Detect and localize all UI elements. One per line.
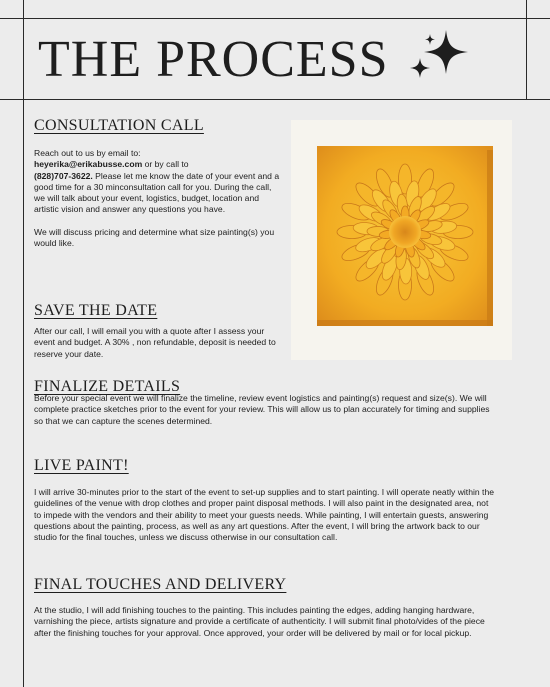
consultation-call-text: or by call to (142, 159, 189, 170)
consultation-call-heading: CONSULTATION CALL (34, 117, 204, 134)
save-the-date-body: After our call, I will email you with a quote after I assess your event and budget. A 30% , non refundable, deposit is needed to reserve your date. (34, 326, 276, 359)
yellow-dahlia-painting (317, 146, 493, 326)
live-paint-body: I will arrive 30-minutes prior to the start of the event to set-up supplies and to start painting. I will operate neatly within the guidelines of the venue with drop clothes and proper paint disposal methods. I will also paint in the designated area, not to impede with the vendors and their ability to meet your guests needs. While painting, I will entertain guests, answering questions about the painting, process, as well as any art questions. After the event, I will bring the artwork back to our studio for the final touches, unless we discuss otherwise in our consultation call. (34, 487, 495, 543)
final-touches-body: At the studio, I will add finishing touches to the painting. This includes painting the edges, adding hanging hardware, varnishing the piece, artists signature and provide a certificate of authenticity. I will submit final photo/vides of the piece after the finishing touches for your approval. Once approved, your order will be delivered by mail or for local pickup. (34, 605, 485, 638)
consultation-intro-text: Reach out to us by email to: (34, 148, 141, 158)
consultation-details-text: Please let me know the date of your event and a good time for a 30 minconsultation call for you. During the call, we will talk about your event, logistics, budget, location and artistic vision and answer any questions you have. (34, 170, 280, 215)
sparkles-icon (410, 28, 470, 86)
right-vertical-rule (526, 0, 527, 100)
artwork-photo-frame (291, 120, 512, 360)
consultation-call-body (34, 148, 284, 249)
save-the-date-heading: SAVE THE DATE (34, 302, 158, 319)
left-vertical-rule (23, 0, 24, 687)
consultation-paragraph-2: We will discuss pricing and determine what size painting(s) you would like. (34, 226, 275, 249)
finalize-details-heading: FINALIZE DETAILS (34, 378, 181, 395)
page-title: THE PROCESS (38, 31, 389, 88)
consultation-paragraph-1 (34, 148, 284, 216)
contact-email[interactable]: heyerika@erikabusse.com (34, 159, 143, 170)
final-touches-heading: FINAL TOUCHES AND DELIVERY (34, 576, 287, 593)
finalize-details-body: Before your special event we will finalize the timeline, review event logistics and painting(s) request and size(s). We will complete practice sketches prior to the event for your review. This will allow us to plan accurately for timing and supplies so that we can capture the scenes determined. (34, 393, 490, 426)
header-horizontal-rule (0, 99, 550, 100)
live-paint-heading: LIVE PAINT! (34, 457, 129, 474)
contact-phone[interactable]: (828)707-3622. (34, 170, 93, 181)
top-horizontal-rule (0, 18, 550, 19)
